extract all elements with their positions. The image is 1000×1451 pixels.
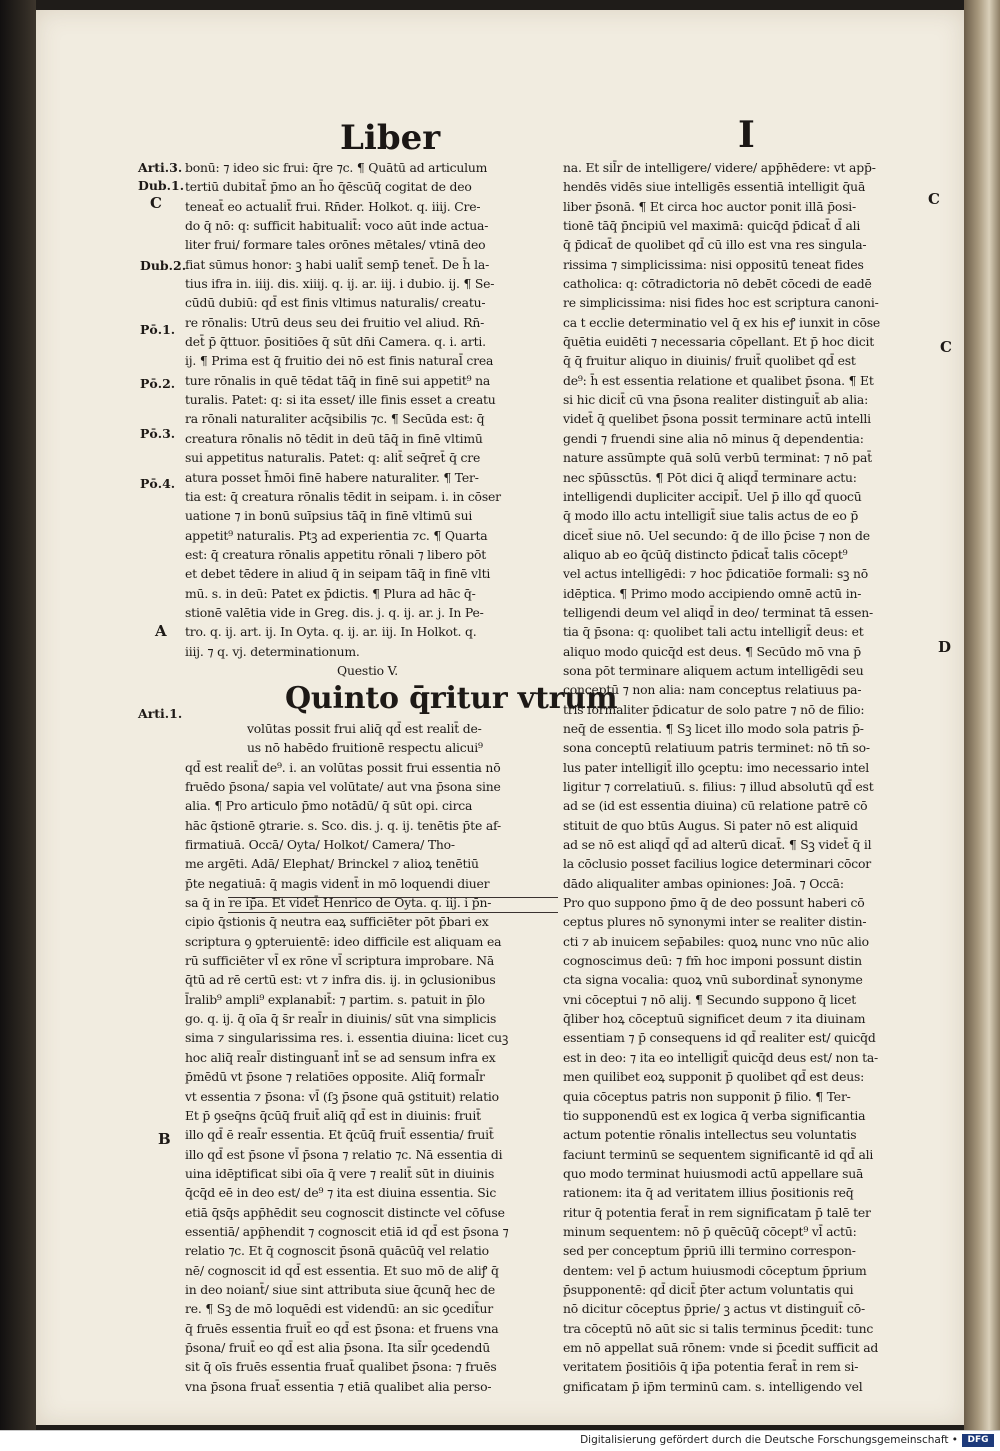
text-line: teneat̄ eo actualit̄ frui. Rn̄der. Holkot. q. iiij. Cre-	[185, 198, 481, 214]
text-line: fiat sūmus honor: ꝫ habi ualit̄ semp̄ tenet̄. De h̄ la-	[185, 256, 490, 272]
text-line: telligendi deum vel aliqd̄ in deo/ terminat tā essen-	[563, 604, 873, 620]
text-line: tia est: q̄ creatura rōnalis tēdit in seipam. i. in cōser	[185, 488, 501, 504]
text-line: rationem: ita q̄ ad veritatem illius p̄ositionis req̄	[563, 1185, 854, 1201]
text-line: quo modo terminat huiusmodi actū appellare suā	[563, 1165, 864, 1181]
text-line: em nō appellat suā rōnem: vnde si p̄cedit sufficit ad	[563, 1339, 879, 1355]
footer-credit-text: Digitalisierung gefördert durch die Deutsche Forschungsgemeinschaft •	[580, 1434, 958, 1446]
text-line: na. Et sil̄r de intelligere/ videre/ app̄hēdere: vt app̄-	[563, 160, 876, 175]
text-line: ad se nō est aliqd̄ qd̄ ad alterū dicat̄. ¶ Sꝫ videt̄ q̄ il	[563, 837, 872, 853]
text-line: liber p̄sonā. ¶ Et circa hoc auctor ponit illā p̄osi-	[563, 198, 857, 214]
left-binding-edge	[0, 0, 36, 1430]
text-line: sit q̄ oīs fruēs essentia fruat̄ qualibet p̄sona: ⁊ fruēs	[185, 1359, 497, 1375]
text-line: re rōnalis: Utrū deus seu dei fruitio vel aliud. Rn̄-	[185, 314, 485, 330]
text-line: actum potentie rōnalis intellectus seu voluntatis	[563, 1127, 857, 1143]
text-line: q̄cq̄d eē in deo est/ de⁹ ⁊ ita est diuina essentia. Sic	[185, 1185, 497, 1201]
text-line: fruēdo p̄sona/ sapia vel volūtate/ aut vna p̄sona sine	[185, 779, 501, 794]
text-line: hāc q̄stionē ꝯtrarie. s. Sco. dis. j. q. ij. tenētis p̄te af-	[185, 817, 501, 833]
dfg-logo-icon: DFG	[962, 1434, 994, 1447]
text-line: nec sp̄ūssctūs. ¶ Pōt dici q̄ aliqd̄ terminare actu:	[563, 469, 857, 485]
margin-right-c2: C	[940, 338, 952, 356]
text-line: sui appetitus naturalis. Patet: q: alit̄ seq̄ret̄ q̄ cre	[185, 450, 481, 466]
text-line: ad se (id est essentia diuina) cū relatione patrē cō	[563, 798, 868, 814]
text-line: de⁹: h̄ est essentia relatione et qualibet p̄sona. ¶ Et	[563, 372, 874, 388]
margin-right-d: D	[938, 638, 952, 656]
text-line: hendēs vidēs siue intelligēs essentiā intelligit q̄uā	[563, 179, 866, 195]
text-line: iiij. ⁊ q. vj. determinationum.	[185, 643, 360, 659]
text-line: ligitur ⁊ correlatiuū. s. filius: ⁊ illud absolutū qd̄ est	[563, 779, 874, 794]
text-line: ture rōnalis in quē tēdat tāq̄ in finē sui appetit⁹ na	[185, 372, 491, 388]
text-line: liter frui/ formare tales orōnes mētales/ vtinā deo	[185, 237, 486, 253]
text-line: uatione ⁊ in bonū suīpsius tāq̄ in finē vltimū sui	[185, 508, 473, 524]
text-line: faciunt terminū se sequentem significantē id qd̄ ali	[563, 1146, 874, 1162]
text-line: intelligendi dupliciter accipit̄. Uel p̄ illo qd̄ quocū	[563, 488, 862, 504]
text-line: minum sequentem: nō p̄ quēcūq̄ cōcept⁹ vl̄ actū:	[563, 1223, 857, 1239]
text-line: sed per conceptum p̄priū illi termino correspon-	[563, 1243, 856, 1259]
text-line: etiā q̄sq̄s app̄hēdit seu cognoscit distincte vel cōfuse	[185, 1204, 505, 1220]
text-line: ij. ¶ Prima est q̄ fruitio dei nō est finis natural̄ crea	[185, 353, 494, 369]
text-line: re simplicissima: nisi fides hoc est scriptura canoni-	[563, 295, 879, 311]
text-line: tionē tāq̄ p̄ncipiū vel maximā: quicq̄d p̄dicat̄ d̄ ali	[563, 218, 861, 234]
margin-note-po4: Pō.4.	[140, 476, 176, 491]
text-line: sa q̄ in re ip̄a. Et videt̄ Henrico de Oyta. q. iij. i p̄n-	[185, 895, 492, 911]
text-line: alia. ¶ Pro articulo p̄mo notādū/ q̄ sūt opi. circa	[185, 798, 473, 814]
text-line: bonū: ⁊ ideo sic frui: q̄re ⁊c. ¶ Quātū ad articulum	[185, 160, 488, 175]
text-line: p̄te negatiuā: q̄ magis vident̄ in mō loquendi diuer	[185, 875, 490, 891]
text-line: q̄liber hoꝝ cōceptuū significet deum ⁊ ita diuinam	[563, 1011, 866, 1027]
margin-note-arti3: Arti.3.	[138, 160, 183, 175]
text-line: vt essentia ⁊ p̄sona: vl̄ (ſꝫ p̄sone quā ꝯstituit) relatio	[185, 1088, 499, 1104]
text-line: aliquo ab eo q̄cūq̄ distincto p̄dicat̄ talis cōcept⁹	[563, 546, 848, 562]
text-line: rū sufficiēter vl̄ ex rōne vl̄ scriptura improbare. Nā	[185, 953, 495, 969]
text-line: lus pater intelligit̄ illo ꝯceptu: imo necessario intel	[563, 759, 870, 775]
left-column-top-block	[185, 158, 550, 661]
text-line: creatura rōnalis nō tēdit in deū tāq̄ in finē vltimū	[185, 430, 483, 446]
text-line: vel actus intelligēdi: ⁊ hoc p̄dicatiōe formali: sꝫ nō	[563, 566, 869, 582]
text-line: relatio ⁊c. Et q̄ cognoscit p̄sonā quācūq̄ vel relatio	[185, 1243, 489, 1259]
question-heading: Questio V.	[337, 662, 398, 678]
margin-note-dub1: Dub.1.	[138, 178, 185, 193]
text-line: q̄ modo illo actu intelligit̄ siue talis actus de eo p̄	[563, 508, 859, 524]
margin-right-c1: C	[928, 190, 940, 208]
running-head-number: I	[738, 114, 755, 156]
text-line: tris formaliter p̄dicatur de solo patre ⁊ nō de filio:	[563, 701, 865, 717]
text-line: conceptū ⁊ non alia: nam conceptus relatiuus pa-	[563, 682, 862, 698]
text-line: firmatiuā. Occā/ Oyta/ Holkot/ Camera/ Tho-	[185, 837, 455, 853]
left-text-column	[185, 158, 618, 1396]
text-line: gendi ⁊ fruendi sine alia nō minus q̄ dependentia:	[563, 430, 864, 446]
text-line: ritur q̄ potentia ferat̄ in rem significatam p̄ talē ter	[563, 1204, 871, 1220]
text-line: ra rōnali naturaliter acq̄sibilis ⁊c. ¶ Secūda est: q̄	[185, 411, 485, 427]
text-line: stionē valētia vide in Greg. dis. j. q. ij. ar. j. In Pe-	[185, 604, 484, 620]
text-line: la cōclusio posset facilius logice determinari cōcor	[563, 856, 871, 872]
margin-note-po1: Pō.1.	[140, 322, 176, 337]
text-line: neq̄ de essentia. ¶ Sꝫ licet illo modo sola patris p̄-	[563, 720, 864, 736]
text-line: go. q. ij. q̄ oīa q̄ s̄r real̄r in diuinis/ sūt vna simplicis	[185, 1011, 497, 1027]
text-line: tertiū dubitat̄ p̄mo an h̄o q̄ēscūq̄ cogitat de deo	[185, 179, 472, 195]
text-line: rissima ⁊ simplicissima: nisi oppositū teneat fides	[563, 256, 864, 272]
text-line: det̄ p̄ q̄ttuor. p̄ositiōes q̄ sūt dn̄i Camera. q. i. arti.	[185, 334, 486, 350]
text-line: cta signa vocalia: quoꝝ vnū subordinat̄ synonyme	[563, 972, 863, 988]
text-line: q̄ q̄ fruitur aliquo in diuinis/ fruit̄ quolibet qd̄ est	[563, 353, 856, 369]
text-line: vni cōceptui ⁊ nō alij. ¶ Secundo suppono q̄ licet	[563, 991, 857, 1007]
text-line: scriptura ꝯ ꝯpteruientē: ideo difficile est aliquam ea	[185, 933, 502, 949]
text-line: tio supponendū est ex logica q̄ verba significantia	[563, 1107, 866, 1123]
running-head-liber: Liber	[340, 118, 441, 158]
text-line: si hic dicit̄ cū vna p̄sona realiter distinguit̄ ab alia:	[563, 392, 869, 408]
text-line: videt̄ q̄ quelibet p̄sona possit terminare actū intelli	[563, 411, 871, 427]
text-line: est in deo: ⁊ ita eo intelligit̄ quicq̄d deus est/ non ta-	[563, 1049, 879, 1065]
text-line: do q̄ nō: q: sufficit habitualit̄: voco aūt inde actua-	[185, 218, 489, 234]
text-line: aliquo modo quicq̄d est deus. ¶ Secūdo mō vna p̄	[563, 643, 861, 659]
right-text-column	[563, 158, 915, 1396]
text-line: tius ifra in. iiij. dis. xiiij. q. ij. ar. iij. i dubio. ij. ¶ Se-	[185, 276, 495, 292]
footer-bar	[0, 1430, 1000, 1451]
margin-note-arti1: Arti.1.	[138, 706, 183, 721]
margin-note-po2: Pō.2.	[140, 376, 176, 391]
text-line: sona conceptū relatiuum patris terminet: nō tn̄ so-	[563, 740, 870, 756]
text-line: quia cōceptus patris non supponit p̄ filio. ¶ Ter-	[563, 1088, 851, 1104]
text-line: atura posset h̄mōi finē habere naturaliter. ¶ Ter-	[185, 469, 479, 485]
text-line: q̄uētia euidēti ⁊ necessaria cōpellant. Et p̄ hoc dicit	[563, 334, 875, 350]
text-line: re. ¶ Sꝫ de mō loquēdi est videndū: an sic ꝯcedit̄ur	[185, 1301, 494, 1317]
text-line: stituit de quo btūs Augus. Si pater nō est aliquid	[563, 817, 858, 833]
text-line: sona pōt terminare aliquem actum intelligēdi seu	[563, 662, 864, 678]
text-line: p̄mēdū vt p̄sone ⁊ relatiōes opposite. Aliq̄ formal̄r	[185, 1069, 485, 1085]
text-line: volūtas possit frui aliq̄ qd̄ est realit̄ de-	[247, 720, 482, 736]
text-line: cognoscimus deū: ⁊ fm̄ hoc imponi possunt distin	[563, 953, 862, 969]
text-line: illo qd̄ ē real̄r essentia. Et q̄cūq̄ fruit̄ essentia/ fruit̄	[185, 1127, 494, 1143]
text-line: tro. q. ij. art. ij. In Oyta. q. ij. ar. iij. In Holkot. q.	[185, 624, 477, 640]
text-line: dicet̄ siue nō. Uel secundo: q̄ de illo p̄cise ⁊ non de	[563, 527, 870, 543]
text-line: p̄sona/ fruit̄ eo qd̄ est alia p̄sona. Ita sil̄r ꝯcedendū	[185, 1339, 491, 1355]
left-column-bottom-block	[185, 719, 550, 1396]
text-line: me argēti. Adā/ Elephat/ Brinckel ⁊ alioꝝ tenētiū	[185, 856, 479, 872]
text-line: nē/ cognoscit id qd̄ est essentia. Et suo mō de aliꝭ q̄	[185, 1262, 499, 1278]
question-initial-line: Quinto q̄ritur vtrum	[285, 681, 618, 717]
margin-paragraph-c: C	[150, 194, 162, 212]
text-line: cūdū dubiū: qd̄ est finis vltimus naturalis/ creatu-	[185, 295, 486, 311]
text-line: us nō habēdo fruitionē respectu alicui⁹	[247, 740, 483, 756]
text-line: cipio q̄stionis q̄ neutra eaꝝ sufficiēter pōt p̄bari ex	[185, 914, 489, 930]
text-line: sima ⁊ singularissima res. i. essentia diuina: licet cuꝫ	[185, 1030, 509, 1046]
text-line: turalis. Patet: q: si ita esset/ ille finis esset a creatu	[185, 392, 496, 408]
text-line: men quilibet eoꝝ supponit p̄ quolibet qd̄ est deus:	[563, 1069, 865, 1085]
text-line: Et p̄ ꝯseq̄ns q̄cūq̄ fruit̄ aliq̄ qd̄ est in diuinis: fruit̄	[185, 1107, 481, 1123]
text-line: illo qd̄ est p̄sone vl̄ p̄sona ⁊ relatio ⁊c. Nā essentia di	[185, 1146, 503, 1162]
text-line: mū. s. in deū: Patet ex p̄dictis. ¶ Plura ad hāc q̄-	[185, 585, 476, 601]
text-line: dentem: vel p̄ actum huiusmodi cōceptum p̄prium	[563, 1262, 867, 1278]
text-line: essentiam ⁊ p̄ consequens id qd̄ realiter est/ quicq̄d	[563, 1030, 876, 1046]
text-line: veritatem p̄ositiōis q̄ ip̄a potentia ferat̄ in rem si-	[563, 1359, 859, 1375]
text-line: appetit⁹ naturalis. Ptꝫ ad experientia ⁊c. ¶ Quarta	[185, 527, 488, 543]
text-line: dādo aliqualiter ambas opiniones: Joā. ⁊ Occā:	[563, 875, 844, 891]
margin-paragraph-a: A	[155, 622, 167, 640]
text-line: uina idēptificat sibi oīa q̄ vere ⁊ realit̄ sūt in diuinis	[185, 1165, 495, 1181]
margin-note-po3: Pō.3.	[140, 426, 176, 441]
text-line: et debet tēdere in aliud q̄ in seipam tāq̄ in finē vlti	[185, 566, 491, 582]
text-line: hoc aliq̄ real̄r distinguant̄ int̄ se ad sensum infra ex	[185, 1049, 496, 1065]
text-line: ceptus plures nō synonymi inter se realiter distin-	[563, 914, 867, 930]
text-line: q̄ p̄dicat̄ de quolibet qd̄ cū illo est vna res singula-	[563, 237, 867, 253]
text-line: ca t ecclie determinatio vel q̄ ex his eꝭ iunxit in cōse	[563, 314, 881, 330]
margin-note-dub2: Dub.2.	[140, 258, 187, 273]
text-line: tia q̄ p̄sona: q: quolibet tali actu intelligit̄ deus: et	[563, 624, 864, 640]
text-line: vna p̄sona fruat̄ essentia ⁊ etiā qualibet alia perso-	[185, 1378, 492, 1394]
text-line: p̄supponentē: qd̄ dicit̄ p̄ter actum voluntatis qui	[563, 1281, 854, 1297]
text-line: est: q̄ creatura rōnalis appetitu rōnali ⁊ libero pōt	[185, 546, 487, 562]
text-line: essentiā/ app̄hendit ⁊ cognoscit etiā id qd̄ est p̄sona ⁊	[185, 1223, 509, 1239]
margin-paragraph-b: B	[158, 1130, 171, 1148]
text-line: nature assūmpte quā solū verbū terminat: ⁊ nō pat̄	[563, 450, 872, 466]
text-line: tra cōceptū nō aūt sic si talis terminus p̄cedit: tunc	[563, 1320, 874, 1336]
text-line: idēptica. ¶ Primo modo accipiendo omnē actū in-	[563, 585, 862, 601]
right-page-gutter	[964, 0, 1000, 1430]
text-line: nō dicitur cōceptus p̄prie/ ꝫ actus vt distinguit̄ cō-	[563, 1301, 865, 1317]
text-line: gnificatam p̄ ip̄m terminū cam. s. intelligendo vel	[563, 1378, 863, 1394]
text-line: in deo noiant̄/ siue sint attributa siue q̄cunq̄ hec de	[185, 1281, 495, 1297]
text-line: l̄ralib⁹ ampli⁹ explanabit̄: ⁊ partim. s. patuit in p̄lo	[185, 991, 485, 1007]
text-line: qd̄ est realit̄ de⁹. i. an volūtas possit frui essentia nō	[185, 759, 501, 775]
text-line: cti ⁊ ab inuicem sep̄abiles: quoꝝ nunc vno nūc alio	[563, 933, 869, 949]
text-line: q̄ fruēs essentia fruit̄ eo qd̄ est p̄sona: et fruens vna	[185, 1320, 499, 1336]
text-line: Pro quo suppono p̄mo q̄ de deo possunt haberi cō	[563, 895, 865, 911]
text-line: q̄tū ad rē certū est: vt ⁊ infra dis. ij. in ꝯclusionibus	[185, 972, 496, 988]
right-column-block	[563, 158, 915, 1396]
text-line: catholica: q: cōtradictoria nō debēt cōcedi de eadē	[563, 276, 872, 292]
